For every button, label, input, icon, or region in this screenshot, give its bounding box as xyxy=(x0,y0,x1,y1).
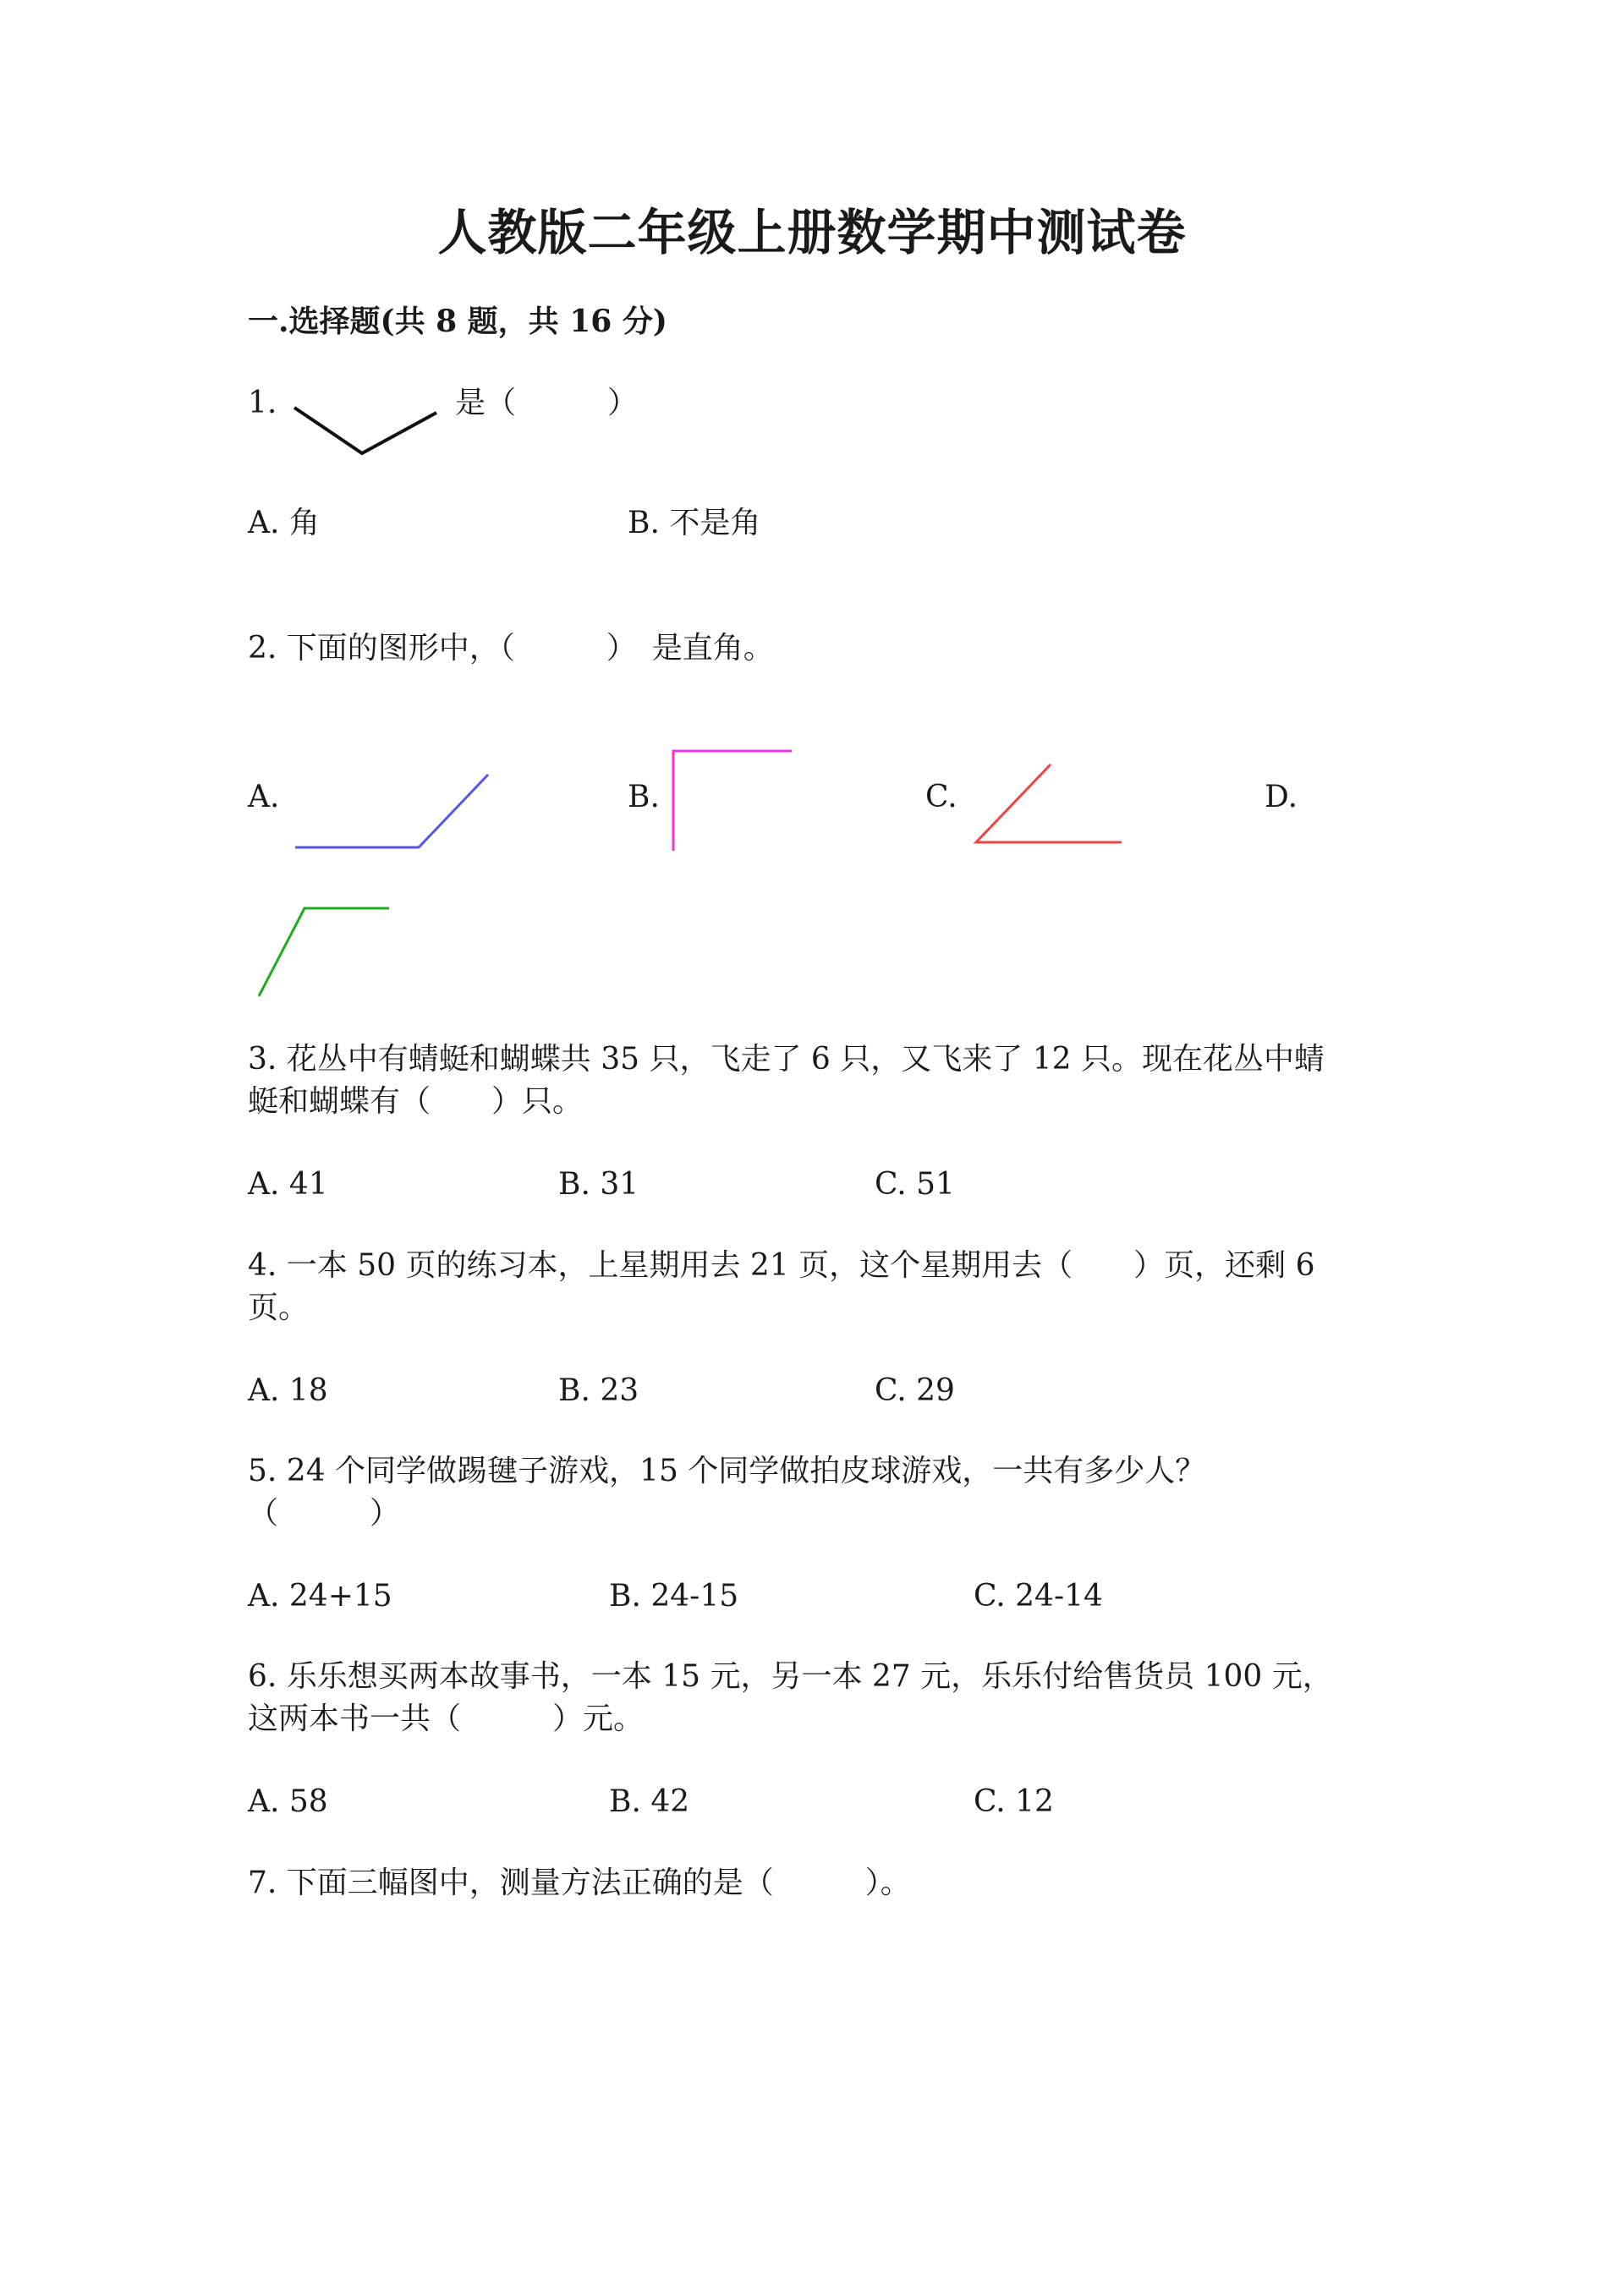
q1-option-b[interactable]: B. 不是角 xyxy=(628,506,761,540)
q6-line2: 这两本书一共（ ）元。 xyxy=(248,1701,645,1736)
q2-stem: 2. 下面的图形中，（ ） 是直角。 xyxy=(248,631,774,666)
q1-angle-figure xyxy=(288,397,457,465)
section-heading: 一.选择题(共 8 题，共 16 分) xyxy=(248,304,667,339)
q4-option-b[interactable]: B. 23 xyxy=(558,1373,639,1408)
q1-number: 1. xyxy=(248,386,277,420)
q2-figure-a xyxy=(292,770,495,854)
q1-option-a[interactable]: A. 角 xyxy=(248,506,320,540)
q2-option-d[interactable]: D. xyxy=(1265,780,1298,814)
q2-option-c[interactable]: C. xyxy=(925,780,957,814)
q3-line1: 3. 花丛中有蜻蜓和蝴蝶共 35 只，飞走了 6 只，又飞来了 12 只。现在花丛中蜻 xyxy=(248,1042,1325,1077)
q4-option-a[interactable]: A. 18 xyxy=(248,1373,328,1408)
q2-figure-c xyxy=(973,761,1125,850)
q3-option-b[interactable]: B. 31 xyxy=(558,1167,639,1202)
q2-figure-b xyxy=(670,748,797,858)
q5-option-b[interactable]: B. 24-15 xyxy=(609,1579,739,1614)
q6-option-c[interactable]: C. 12 xyxy=(974,1784,1054,1819)
q1-stem: 是（ ） xyxy=(455,386,639,420)
page-title: 人教版二年级上册数学期中测试卷 xyxy=(437,204,1187,261)
q5-option-c[interactable]: C. 24-14 xyxy=(974,1579,1103,1614)
q2-option-a[interactable]: A. xyxy=(248,780,280,814)
q6-line1: 6. 乐乐想买两本故事书，一本 15 元，另一本 27 元，乐乐付给售货员 100 元， xyxy=(248,1659,1333,1694)
q6-option-a[interactable]: A. 58 xyxy=(248,1784,328,1819)
q4-option-c[interactable]: C. 29 xyxy=(875,1373,955,1408)
q2-option-b[interactable]: B. xyxy=(628,780,660,814)
q6-option-b[interactable]: B. 42 xyxy=(609,1784,690,1819)
q2-figure-d xyxy=(254,903,398,1000)
q3-option-a[interactable]: A. 41 xyxy=(248,1167,328,1202)
q4-line2: 页。 xyxy=(248,1290,310,1325)
q5-line2: （ ） xyxy=(248,1496,401,1531)
q3-option-c[interactable]: C. 51 xyxy=(875,1167,955,1202)
q4-line1: 4. 一本 50 页的练习本，上星期用去 21 页，这个星期用去（ ）页，还剩 6 xyxy=(248,1248,1315,1283)
q7-stem: 7. 下面三幅图中，测量方法正确的是（ ）。 xyxy=(248,1866,911,1900)
q5-option-a[interactable]: A. 24+15 xyxy=(248,1579,392,1614)
q5-line1: 5. 24 个同学做踢毽子游戏，15 个同学做拍皮球游戏，一共有多少人？ xyxy=(248,1454,1206,1488)
q3-line2: 蜓和蝴蝶有（ ）只。 xyxy=(248,1084,584,1119)
